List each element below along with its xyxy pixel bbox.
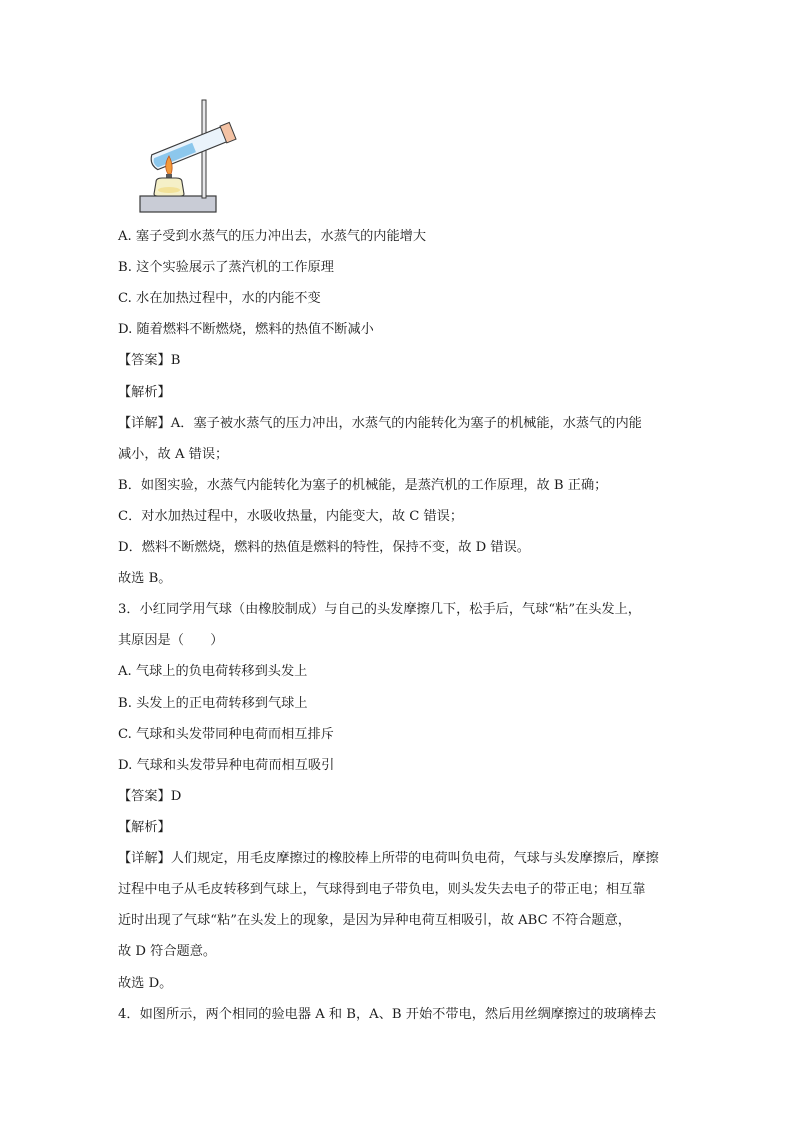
q2-detail-line: D．燃料不断燃烧，燃料的热值是燃料的特性，保持不变，故 D 错误。	[118, 540, 530, 555]
q3-stem-line: 其原因是（ ）	[118, 633, 224, 648]
q2-option-d: D. 随着燃料不断燃烧，燃料的热值不断减小	[118, 322, 374, 337]
q2-detail-line: 【详解】A．塞子被水蒸气的压力冲出，水蒸气的内能转化为塞子的机械能，水蒸气的内能	[118, 416, 642, 431]
q4-stem-line: 4．如图所示，两个相同的验电器 A 和 B，A、B 开始不带电，然后用丝绸摩擦过的玻璃棒去	[118, 1007, 657, 1022]
q2-detail-line: 减小，故 A 错误；	[118, 447, 229, 462]
q2-option-c: C. 水在加热过程中，水的内能不变	[118, 291, 321, 306]
q3-analysis-heading: 【解析】	[118, 820, 171, 835]
q3-answer: 【答案】D	[118, 789, 182, 804]
q2-conclusion: 故选 B。	[118, 571, 172, 586]
q2-detail-line: B．如图实验，水蒸气内能转化为塞子的机械能，是蒸汽机的工作原理，故 B 正确；	[118, 478, 608, 493]
q3-stem-line: 3．小红同学用气球（由橡胶制成）与自己的头发摩擦几下，松手后，气球“粘”在头发上，	[118, 602, 641, 617]
q2-detail-line: C．对水加热过程中，水吸收热量，内能变大，故 C 错误；	[118, 509, 464, 524]
q3-conclusion: 故选 D。	[118, 976, 173, 991]
q3-option-d: D. 气球和头发带异种电荷而相互吸引	[118, 758, 335, 773]
q3-option-a: A. 气球上的负电荷转移到头发上	[118, 664, 308, 679]
q2-analysis-heading: 【解析】	[118, 385, 171, 400]
test-tube	[149, 122, 236, 171]
q2-answer: 【答案】B	[118, 353, 181, 368]
q2-option-b: B. 这个实验展示了蒸汽机的工作原理	[118, 260, 334, 275]
q3-option-c: C. 气球和头发带同种电荷而相互排斥	[118, 727, 334, 742]
experiment-figure	[138, 96, 238, 218]
q3-detail-line: 过程中电子从毛皮转移到气球上，气球得到电子带负电，则头发失去电子的带正电；相互靠	[118, 882, 646, 897]
q3-detail-line: 故 D 符合题意。	[118, 944, 217, 959]
q3-detail-line: 【详解】人们规定，用毛皮摩擦过的橡胶棒上所带的电荷叫负电荷，气球与头发摩擦后，摩擦	[118, 851, 659, 866]
q3-detail-line: 近时出现了气球“粘”在头发上的现象，是因为异种电荷互相吸引，故 ABC 不符合题意，	[118, 913, 631, 928]
q2-option-a: A. 塞子受到水蒸气的压力冲出去，水蒸气的内能增大	[118, 229, 427, 244]
q3-option-b: B. 头发上的正电荷转移到气球上	[118, 696, 308, 711]
